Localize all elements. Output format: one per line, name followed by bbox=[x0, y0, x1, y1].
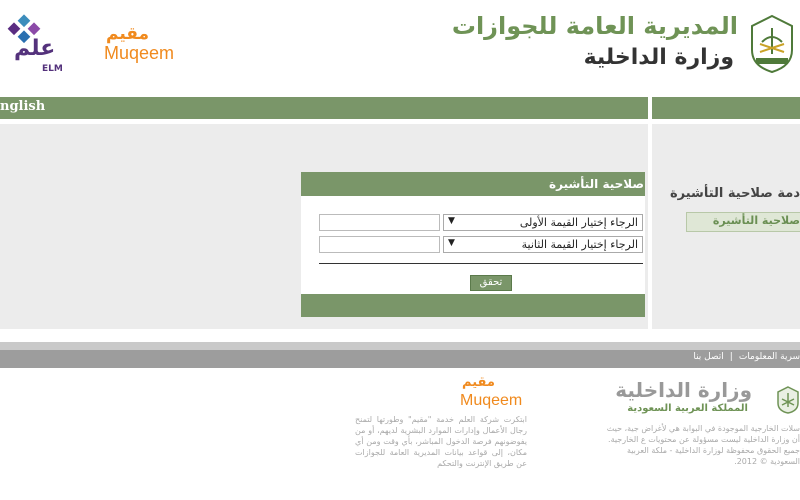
footer-link-separator: | bbox=[729, 352, 733, 362]
footer-links bbox=[693, 352, 800, 362]
ministry-emblem-icon bbox=[776, 385, 800, 415]
verify-button[interactable]: تحقق bbox=[470, 275, 512, 291]
elm-logo-subtext: ELM bbox=[42, 64, 63, 74]
first-select-value: الرجاء إختيار القيمة الأولى bbox=[519, 216, 638, 229]
side-nav-bar bbox=[652, 97, 800, 119]
second-select-value: الرجاء إختيار القيمة الثانية bbox=[521, 238, 638, 251]
elm-logo-text: علم bbox=[14, 36, 56, 61]
footer-link-privacy[interactable]: سرية المعلومات bbox=[738, 352, 800, 362]
muqeem-logo-english: Muqeem bbox=[104, 43, 175, 63]
footer-link-bar bbox=[0, 350, 800, 368]
second-value-select[interactable] bbox=[443, 236, 643, 253]
footer-muqeem-description: ابتكرت شركة العلم خدمة "مقيم" وطورتها لتمنح رجال الأعمال وإدارات الموارد البشرية لديهم، أو من يفوضونهم فرصة الدخول المباشر، بأي وقت ومن أي مكان، إلى قواعد بيانات المديرية العامة للجوازات عن طريق الإنترنت والتحكم bbox=[355, 415, 527, 468]
dropdown-arrow-icon: ▼ bbox=[448, 216, 455, 226]
top-nav-bar bbox=[0, 97, 648, 119]
sidebar-item-label[interactable]: صلاحية التأشيرة bbox=[712, 214, 800, 227]
second-value-input[interactable] bbox=[319, 236, 440, 253]
footer-ministry-subtitle: المملكة العربية السعودية bbox=[627, 403, 748, 414]
language-switch-link[interactable]: nglish bbox=[0, 99, 46, 114]
dropdown-arrow-icon: ▼ bbox=[448, 238, 455, 248]
first-value-input[interactable] bbox=[319, 214, 440, 231]
first-value-select[interactable] bbox=[443, 214, 643, 231]
footer-muqeem-logo-english: Muqeem bbox=[460, 392, 523, 409]
footer-muqeem-logo-arabic: مقيم bbox=[462, 375, 495, 390]
form-divider bbox=[319, 263, 643, 264]
form-footer-bar bbox=[301, 294, 645, 317]
form-title: صلاحية التأشيرة bbox=[549, 177, 644, 191]
passports-directorate-title: المديرية العامة للجوازات bbox=[451, 12, 738, 40]
footer-disclaimer-text: سلات الخارجية الموجودة في البوابة هي لأغراض جية، حيث أن وزارة الداخلية ليست مسؤولة عن محتويات ع الخارجية. جميع الحقوق محفوظة لوزارة الداخلية - ملكة العربية السعودية © 2012. bbox=[606, 424, 800, 466]
passports-emblem-icon bbox=[748, 12, 796, 74]
muqeem-logo-arabic: مقيم bbox=[106, 24, 150, 44]
ministry-title: وزارة الداخلية bbox=[583, 45, 734, 70]
sidebar-service-title: دمة صلاحية التأشيرة bbox=[669, 186, 800, 201]
footer-top-strip bbox=[0, 342, 800, 350]
footer-ministry-title: وزارة الداخلية bbox=[615, 378, 752, 402]
footer-link-contact[interactable]: اتصل بنا bbox=[693, 352, 724, 362]
